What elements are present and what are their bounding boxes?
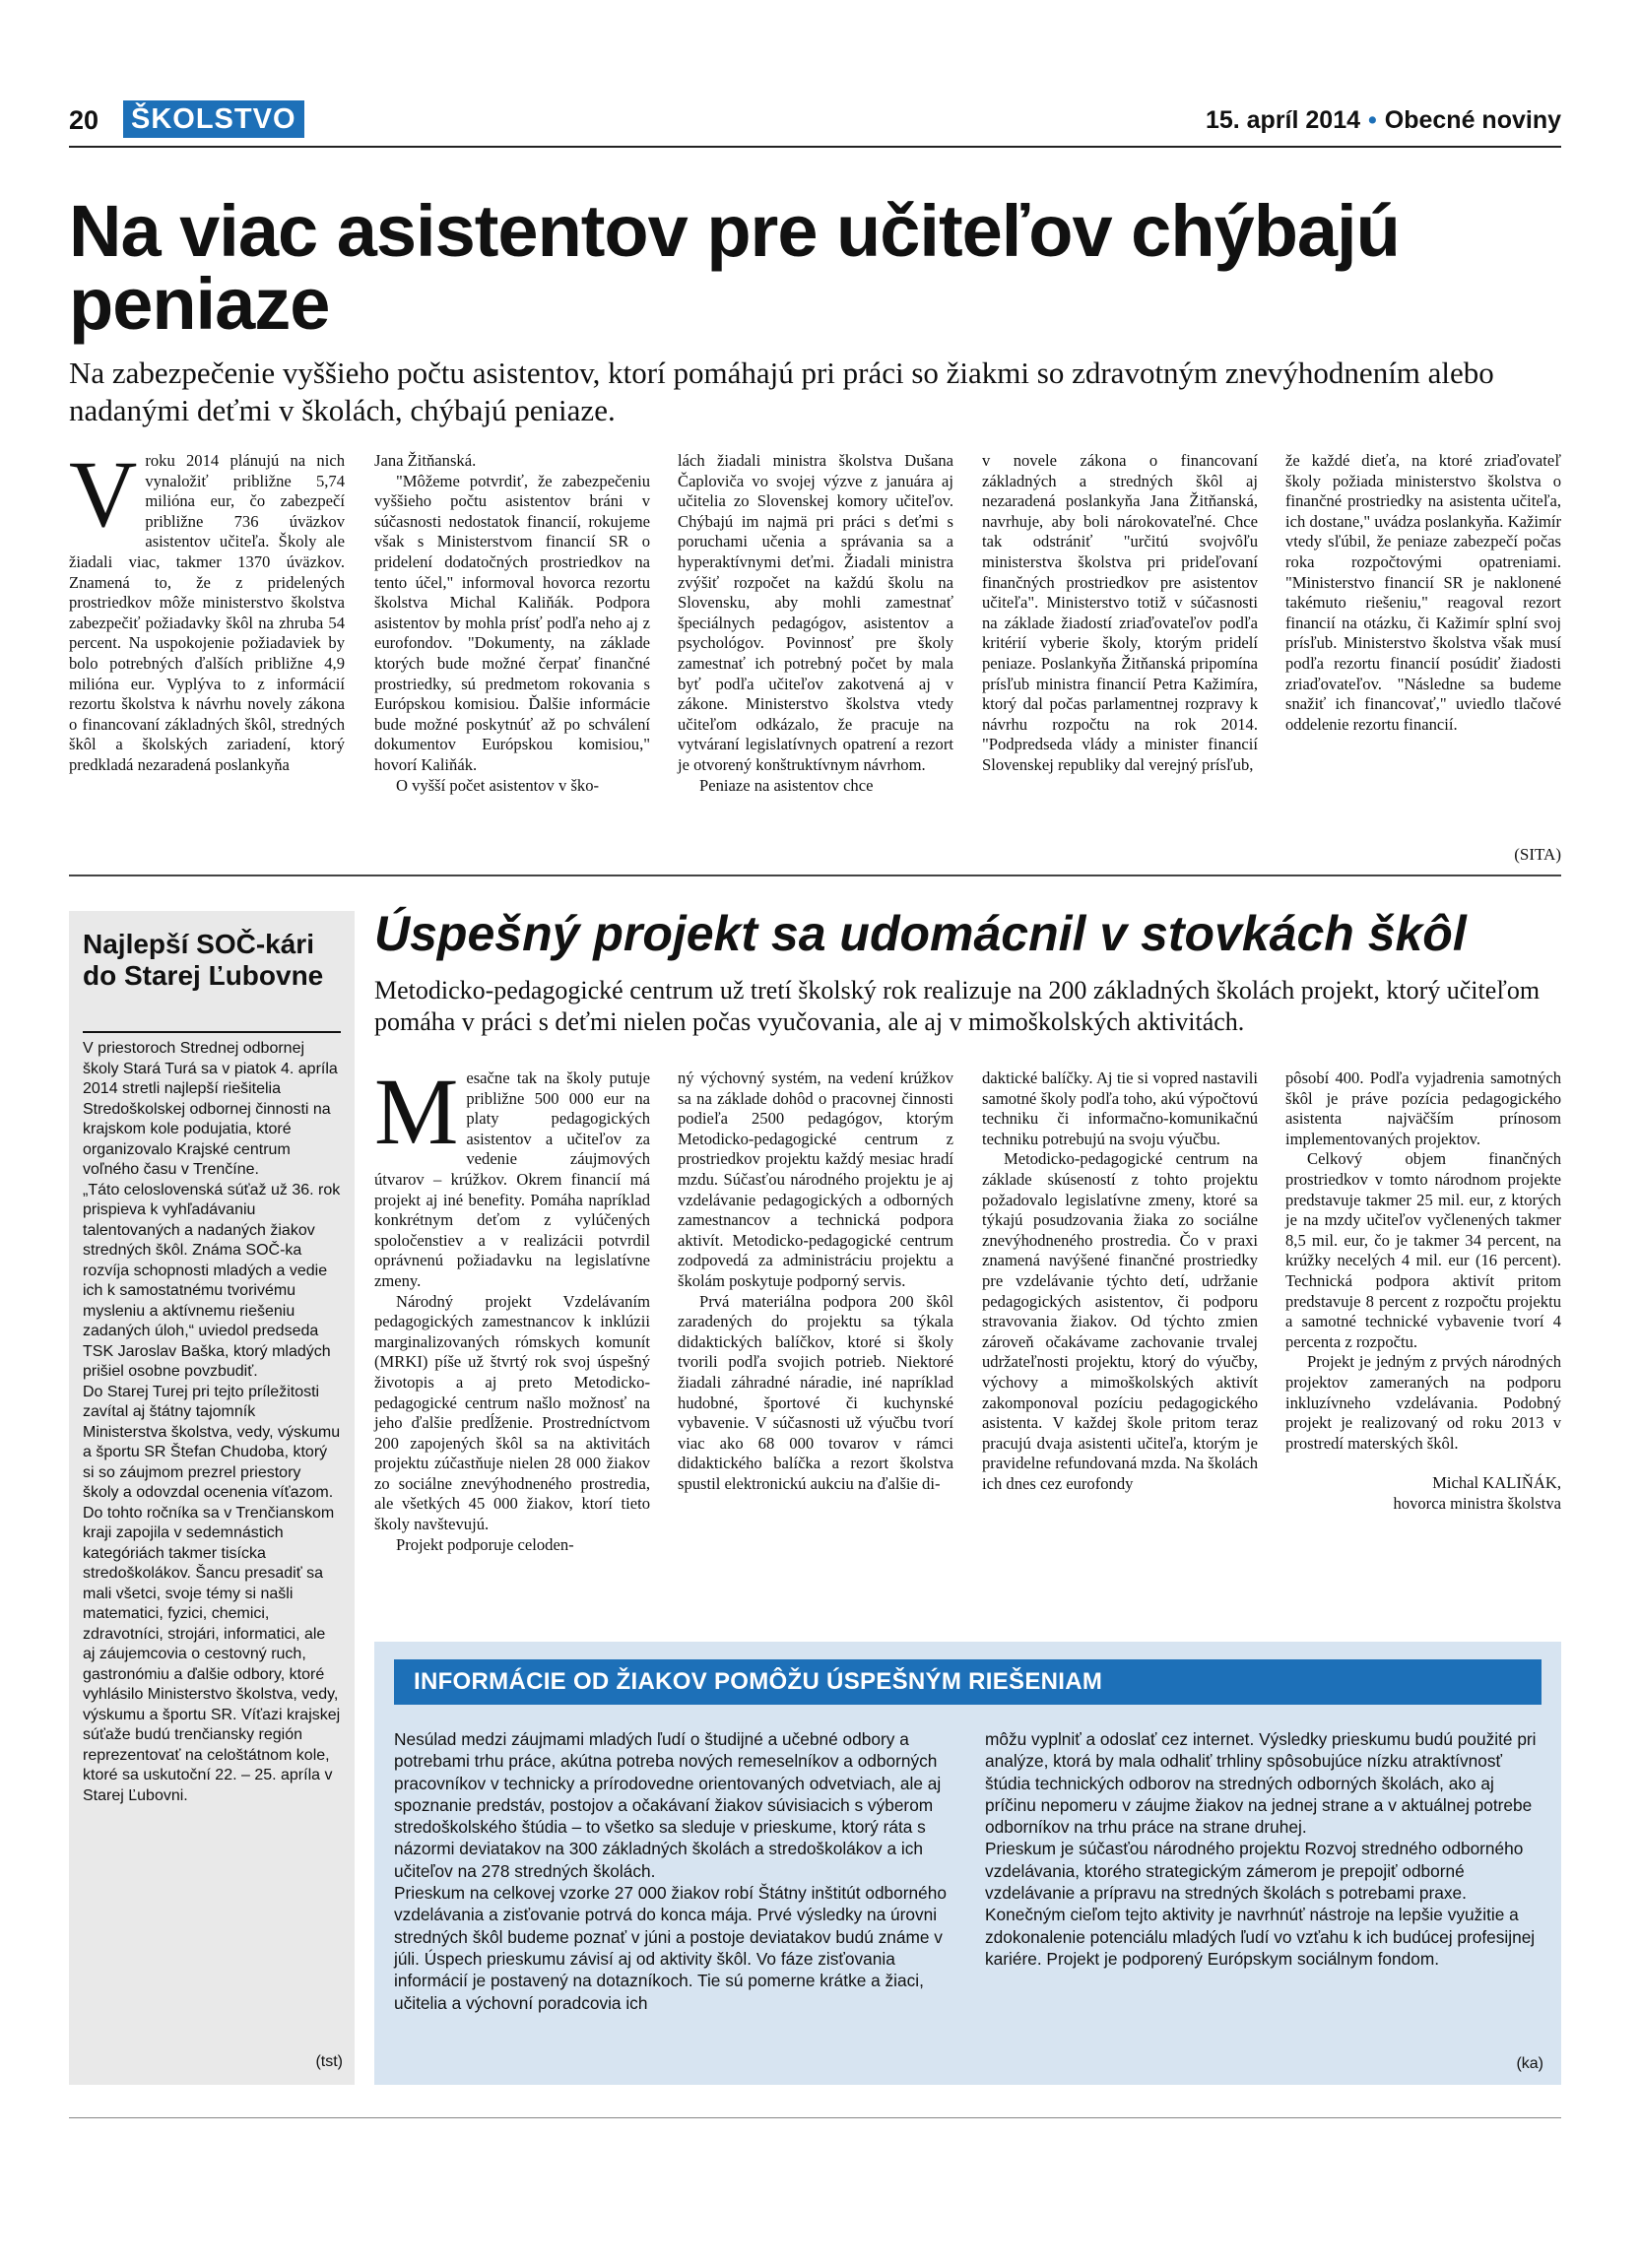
article1-lead: Na zabezpečenie vyššieho počtu asistentov, ktorí pomáhajú pri práci so žiakmi so zdravotným znevýhodnením alebo nadanými deťmi v školách, chýbajú peniaze. [69, 356, 1494, 427]
sidebar-box [69, 911, 355, 2085]
info-box-heading: INFORMÁCIE OD ŽIAKOV POMÔŽU ÚSPEŠNÝM RIEŠENIAM [394, 1659, 1542, 1705]
footer-rule [69, 2117, 1561, 2118]
article1-credit: (SITA) [1514, 845, 1561, 864]
publication-name: Obecné noviny [1384, 106, 1561, 134]
page-number: 20 [69, 105, 99, 135]
info-box [374, 1642, 1561, 2085]
article2-column-1 [374, 1059, 650, 1555]
article2-paragraph: Celkový objem finančných prostriedkov v tomto národnom projekte predstavuje takmer 25 mil. eur, z ktorých je na mzdy učiteľov vyčlenených takmer 8,5 mil. eur, čo je takmer 34 percent, na krúžky necelých 4 mil. eur (16 percent). Technická podpora aktivít pritom predstavuje 8 percent z rozpočtu projektu a samotné technické vybavenie tvorí 4 percenta z rozpočtu. [1285, 1149, 1561, 1351]
article1-column-1 [69, 441, 345, 776]
sidebar-title: Najlepší SOČ-kári do Starej Ľubovne [83, 929, 324, 991]
article2-column-2 [678, 1069, 953, 1494]
article1-paragraph: "Môžeme potvrdiť, že zabezpečeniu vyššieho počtu asistentov bráni v súčasnosti nedostatok financií, rokujeme však s Ministerstvom financií SR o pridelení dodatočných prostriedkov na tento účel," informoval hovorca rezortu školstva Michal Kaliňák. Podpora asistentov by mohla prísť podľa neho aj z eurofondov. "Dokumenty, na základe ktorých bude možné čerpať finančné prostriedky, sú predmetom rokovania s Európskou komisiou. Ďalšie informácie bude možné poskytnúť až po schválení dokumentov Európskou komisiou," hovorí Kaliňák. [374, 471, 650, 774]
info-box-paragraph: Prieskum na celkovej vzorke 27 000 žiakov robí Štátny inštitút odborného vzdelávania a zisťovanie potrvá do konca mája. Prvé výsledky na úrovni stredných škôl budeme poznať v júni a postoje deviatakov budú známe v júli. Úspech prieskumu závisí aj od aktivity škôl. Vo fáze zisťovania informácií je postavený na dotazníkoch. Tie sú pomerne krátke a žiaci, učitelia a výchovní poradcovia ich [394, 1883, 947, 2013]
article2-paragraph: Prvá materiálna podpora 200 škôl zaradených do projektu sa týkala didaktických balíčkov, ktoré si školy tvorili podľa svojich potrieb. Niektoré žiadali záhradné náradie, iné napríklad hudobné, športové či kuchynské vybavenie. V súčasnosti už výučbu tvorí viac ako 68 000 tovarov v rámci didaktického balíčka a rezort školstva spustil elektronickú aukciu na ďalšie di- [678, 1291, 953, 1493]
sidebar-body [83, 1039, 341, 1806]
article1-paragraph: že každé dieťa, na ktoré zriaďovateľ školy požiada ministerstvo školstva o finančné prostriedky na asistenta učiteľa, ich dostane," uvádza poslankyňa. Kažimír vtedy sľúbil, že peniaze zabezpečí počas roka rozpočtovými opatreniami. "Ministerstvo financií SR je naklonené takémuto riešeniu," reagoval rezort financií na otázku, či Kažimír splní svoj prísľub. Ministerstvo školstva však musí podľa rezortu financií posúdiť žiadosti zriaďovateľov. "Následne sa budeme snažiť ich financovať," uviedlo tlačové oddelenie rezortu financií. [1285, 451, 1561, 734]
article1-paragraph: roku 2014 plánujú na nich vynaložiť približne 5,74 milióna eur, čo zabezpečí približne 736 úväzkov asistentov učiteľa. Školy ale žiadali viac, takmer 1370 úväzkov. Znamená to, že z pridelených prostriedkov môže ministerstvo školstva zabezpečiť požiadavky škôl na zhruba 54 percent. Na uspokojenie požiadaviek by bolo potrebných ďalších približne 4,9 milióna eur. Vyplýva to z informácií rezortu školstva k návrhu novely zákona o financovaní základných škôl, stredných škôl a školských zariadení, ktorý predkladá nezaradená poslankyňa [69, 451, 345, 774]
article2-dropcap: M [374, 1059, 459, 1164]
section-divider [69, 875, 1561, 876]
article2-paragraph: Projekt je jedným z prvých národných projektov zameraných na podporu inkluzívneho vzdelávania. Podobný projekt je realizovaný od roku 2013 v prostredí materských škôl. [1285, 1352, 1561, 1453]
info-box-paragraph: môžu vyplniť a odoslať cez internet. Výsledky prieskumu budú použité pri analýze, ktorá by mala odhaliť trhliny spôsobujúce nízku atraktívnosť štúdia technických odborov na stredných odborných školách, ako aj príčinu nepomeru v záujme žiakov na jednej strane a v aktuálnej potrebe odborníkov na trhu práce na strane druhej. [985, 1729, 1537, 1838]
signature-role: hovorca ministra školstva [1393, 1493, 1561, 1513]
header-dateline [1206, 100, 1561, 140]
info-box-paragraph: Prieskum je súčasťou národného projektu Rozvoj stredného odborného vzdelávania, ktorého strategickým zámerom je prepojiť odborné vzdelávanie a prípravu na stredných školách s potrebami praxe. Konečným cieľom tejto aktivity je navrhnúť nástroje na lepšie využitie a zdokonalenie potenciálu mladých ľudí vo vzťahu k ich budúcej profesijnej kariére. Projekt je podporený Európskym sociálnym fondom. [985, 1839, 1536, 1969]
article1-column-2 [374, 451, 650, 796]
article2-paragraph: daktické balíčky. Aj tie si vopred nastavili samotné školy podľa toho, akú výpočtovú techniku či informačno-komunikačnú techniku potrebujú na svoju výučbu. [982, 1069, 1258, 1148]
article2-headline: Úspešný projekt sa udomácnil v stovkách škôl [374, 906, 1467, 961]
section-label: ŠKOLSTVO [123, 100, 304, 138]
signature-name: Michal KALIŇÁK, [1432, 1473, 1561, 1493]
info-box-paragraph: Nesúlad medzi záujmami mladých ľudí o študijné a učebné odbory a potrebami trhu práce, akútna potreba nových remeselníkov a odborných pracovníkov v technicky a prírodovedne orientovaných odvetviach, ale aj spoznanie predstáv, postojov a očakávaní žiakov súvisiacich s výberom stredoškolského štúdia – to všetko sa sleduje v prieskume, ktorý ráta s názormi deviatakov na 300 základných školách a stredoškolákov a ich učiteľov na 278 stredných školách. [394, 1729, 942, 1881]
info-box-column-2 [985, 1728, 1542, 1970]
article2-paragraph: Metodicko-pedagogické centrum na základe skúseností z tohto projektu požadovalo legislatívne zmeny, ktoré sa týkajú posudzovania žiaka zo sociálne znevýhodneného prostredia. Čo v praxi znamená navýšené finančné prostriedky pre vzdelávanie týchto detí, udržanie pedagogických asistentov, či podporu stravovania žiakov. Od týchto zmien zároveň očakávame zachovanie trvalej udržateľnosti projektu, ktorý do výučby, výchovy a mimoškolských aktivít zakomponoval pozíciu pedagogického asistenta. V každej škole pritom teraz pracujú dvaja asistenti učiteľa, ktorým je pravidelne refundovaná mzda. Na školách ich dnes cez eurofondy [982, 1149, 1258, 1493]
article1-column-4 [982, 451, 1258, 776]
article2-paragraph: pôsobí 400. Podľa vyjadrenia samotných škôl je práve pozícia pedagogického asistenta najväčším prínosom implementovaných projektov. [1285, 1069, 1561, 1148]
info-box-column-1 [394, 1728, 951, 2014]
sidebar-title-rule [83, 1031, 341, 1033]
article2-column-4 [1285, 1069, 1561, 1514]
sidebar-paragraph: V priestoroch Strednej odbornej školy Stará Turá sa v piatok 4. apríla 2014 stretli najlepší riešitelia Stredoškolskej odbornej činnosti na krajskom kole podujatia, ktoré organizovalo Krajské centrum voľného času v Trenčíne. [83, 1040, 338, 1178]
article2-column-3 [982, 1069, 1258, 1494]
article1-paragraph: Jana Žitňanská. [374, 451, 477, 470]
sidebar-paragraph: Do tohto ročníka sa v Trenčianskom kraji zapojila v sedemnástich kategóriách takmer tisícka stredoškolákov. Šancu presadiť sa mali všetci, svoje témy si našli matematici, fyzici, chemici, zdravotníci, strojári, informatici, ale aj záujemcovia o cestovný ruch, gastronómiu a ďalšie odbory, ktoré vyhlásilo Ministerstvo školstva, vedy, výskumu a športu SR. Víťazi krajskej súťaže budú trenčiansky región reprezentovať na celoštátnom kole, ktoré sa uskutoční 22. – 25. apríla v Starej Ľubovni. [83, 1504, 341, 1804]
article1-paragraph: lách žiadali ministra školstva Dušana Čaploviča vo svojej výzve z januára aj učitelia zo Slovenskej komory učiteľov. Chýbajú im najmä pri práci s deťmi s poruchami učenia a správania sa a hyperaktívnymi deťmi. Žiadali ministra zvýšiť rozpočet na každú školu na Slovensku, aby mohli zamestnať špeciálnych pedagógov, asistentov a psychológov. Povinnosť pre školy zamestnať ich potrebný počet by mala byť podľa učiteľov zakotvená aj v zákone. Ministerstvo školstva vtedy učiteľom odkázalo, že pracuje na vytváraní legislatívnych opatrení a rezort je otvorený konštruktívnym návrhom. [678, 451, 953, 774]
issue-date: 15. apríl 2014 [1205, 106, 1361, 134]
article1-headline: Na viac asistentov pre učiteľov chýbajú peniaze [69, 190, 1400, 345]
header-rule [69, 146, 1561, 148]
article2-paragraph: esačne tak na školy putuje približne 500 000 eur na platy pedagogických asistentov a učiteľov za vedenie záujmových útvarov – krúžkov. Okrem financií má projekt aj iné benefity. Pomáha napríklad konkrétnym deťom z vylúčených spoločenstiev a v realizácii potvrdil oprávnenú požiadavku na legislatívne zmeny. [374, 1069, 650, 1290]
separator-dot: • [1368, 106, 1377, 134]
article1-paragraph: O vyšší počet asistentov v ško- [396, 775, 600, 795]
article1-column-5 [1285, 451, 1561, 735]
article1-dropcap: V [69, 441, 138, 547]
sidebar-credit: (tst) [315, 2053, 343, 2070]
article2-paragraph: ný výchovný systém, na vedení krúžkov sa na základe dohôd o pracovnej činnosti podieľa 2500 pedagógov, ktorým Metodicko-pedagogické centrum z prostriedkov projektu každý mesiac hradí mzdu. Súčasťou národného projektu je aj vzdelávanie pedagogických a odborných zamestnancov a technická podpora aktivít. Metodicko-pedagogické centrum zodpovedá za administráciu projektu a školám poskytuje podporný servis. [678, 1069, 953, 1290]
sidebar-paragraph: Do Starej Turej pri tejto príležitosti zavítal aj štátny tajomník Ministerstva školstva, vedy, výskumu a športu SR Štefan Chudoba, ktorý si so záujmom prezrel priestory školy a odovzdal ocenenia víťazom. [83, 1383, 341, 1501]
article1-column-3 [678, 451, 953, 796]
info-box-credit: (ka) [1516, 2055, 1543, 2072]
article2-paragraph: Národný projekt Vzdelávaním pedagogických zamestnancov k inklúzii marginalizovaných rómskych komunít (MRKI) píše už štvrtý rok svoj úspešný životopis a aj preto Metodicko-pedagogické centrum našlo možnosť na jeho ďalšie predĺženie. Prostredníctvom 200 zapojených škôl sa na aktivitách projektu zúčastňuje nielen 28 000 žiakov zo sociálne znevýhodneného prostredia, ale všetkých 45 000 žiakov, ktorí tieto školy navštevujú. [374, 1291, 650, 1534]
sidebar-paragraph: „Táto celoslovenská súťaž už 36. rok prispieva k vyhľadávaniu talentovaných a nadaných žiakov stredných škôl. Známa SOČ-ka rozvíja schopnosti mladých a vedie ich k samostatnému tvorivému mysleniu a aktívnemu riešeniu zadaných úloh,“ uviedol predseda TSK Jaroslav Baška, ktorý mladých prišiel osobne povzbudiť. [83, 1181, 341, 1380]
article2-lead: Metodicko-pedagogické centrum už tretí školský rok realizuje na 200 základných školách projekt, ktorý učiteľom pomáha v práci s deťmi nielen počas vyučovania, ale aj v mimoškolských aktivitách. [374, 976, 1541, 1036]
article1-paragraph: v novele zákona o financovaní základných a stredných škôl aj nezaradená poslankyňa Jana Žitňanská, navrhuje, aby boli nárokovateľné. Chce tak odstrániť "určitú svojvôľu ministerstva školstva pri prideľovaní finančných prostriedkov pre asistentov učiteľa". Ministerstvo totiž v súčasnosti na základe žiadostí zriaďovateľov podľa kritérií vyberie školy, ktorým pridelí peniaze. Poslankyňa Žitňanská pripomína prísľub ministra financií Petra Kažimíra, ktorý dal počas parlamentnej rozpravy k návrhu rozpočtu na rok 2014. "Podpredseda vlády a minister financií Slovenskej republiky dal verejný prísľub, [982, 451, 1258, 774]
article2-paragraph: Projekt podporuje celoden- [396, 1534, 574, 1554]
page-header [69, 100, 1561, 140]
article2-signature [1285, 1473, 1561, 1514]
article1-paragraph: Peniaze na asistentov chce [699, 775, 874, 795]
